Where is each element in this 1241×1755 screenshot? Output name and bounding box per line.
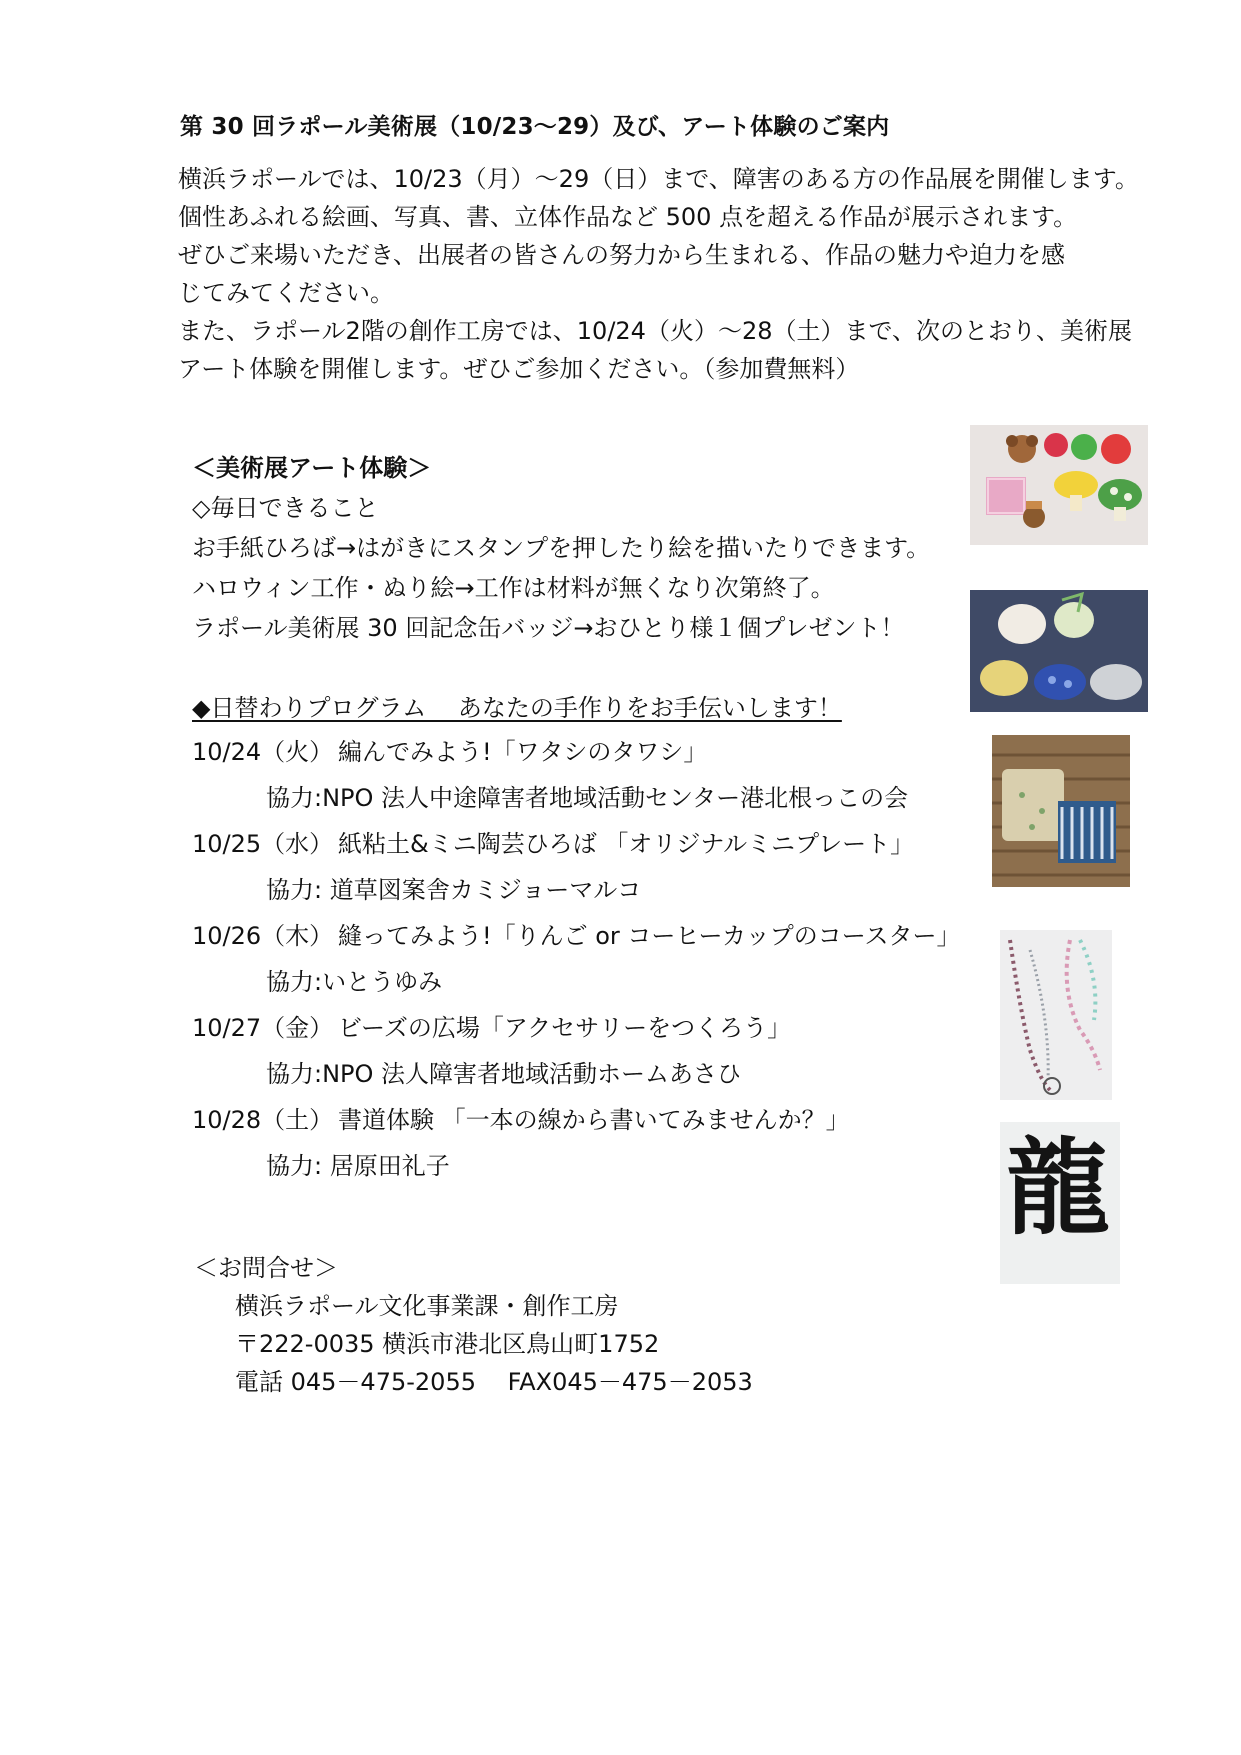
calligraphy-character: 龍 [1006,1126,1111,1249]
intro-line: また、ラポール2階の創作工房では、10/24（火）～28（土）まで、次のとおり、美術展 [178,317,1133,345]
art-section-heading: ＜美術展アート体験＞ [192,454,432,482]
program-date: 10/25（水） [192,830,334,858]
coaster-photo [992,735,1130,887]
program-partner: 協力:NPO 法人中途障害者地域活動センター港北根っこの会 [266,784,909,812]
program-title: 縫ってみよう!「りんご or コーヒーカップのコースター」 [338,922,961,950]
program-heading: ◆日替わりプログラム あなたの手作りをお手伝いします！ [192,694,842,722]
contact-address: 〒222-0035 横浜市港北区鳥山町1752 [235,1330,660,1358]
intro-line: ぜひご来場いただき、出展者の皆さんの努力から生まれる、作品の魅力や迫力を感 [178,241,1066,269]
contact-phone: 電話 045－475-2055 FAX045－475－2053 [235,1368,753,1396]
program-date: 10/28（土） [192,1106,334,1134]
program-date: 10/26（木） [192,922,334,950]
program-title: 編んでみよう!「ワタシのタワシ」 [338,738,708,766]
program-partner: 協力:NPO 法人障害者地域活動ホームあさひ [266,1060,742,1088]
program-title: 書道体験 「一本の線から書いてみませんか？」 [338,1106,850,1134]
program-title: 紙粘土&ミニ陶芸ひろば 「オリジナルミニプレート」 [338,830,915,858]
daily-item: お手紙ひろば→はがきにスタンプを押したり絵を描いたりできます。 [192,534,931,562]
program-date: 10/27（金） [192,1014,334,1042]
daily-item: ハロウィン工作・ぬり絵→工作は材料が無くなり次第終了。 [192,574,835,602]
daily-heading: ◇毎日できること [192,494,379,522]
page-title: 第 30 回ラポール美術展（10/23～29）及び、アート体験のご案内 [180,114,890,140]
program-partner: 協力:いとうゆみ [266,968,443,996]
crochet-photo [970,425,1148,545]
intro-line: 横浜ラポールでは、10/23（月）～29（日）まで、障害のある方の作品展を開催します。 [178,165,1139,193]
daily-item: ラポール美術展 30 回記念缶バッジ→おひとり様１個プレゼント！ [192,614,905,642]
contact-org: 横浜ラポール文化事業課・創作工房 [235,1292,619,1320]
program-date: 10/24（火） [192,738,334,766]
program-partner: 協力: 居原田礼子 [266,1152,450,1180]
calligraphy-photo [1000,1122,1120,1284]
intro-line: アート体験を開催します。ぜひご参加ください。（参加費無料） [178,355,860,383]
intro-line: じてみてください。 [178,279,394,307]
intro-line: 個性あふれる絵画、写真、書、立体作品など 500 点を超える作品が展示されます。 [178,203,1078,231]
program-title: ビーズの広場「アクセサリーをつくろう」 [338,1014,792,1042]
clay-plates-photo [970,590,1148,712]
beads-photo [1000,930,1112,1100]
program-partner: 協力: 道草図案舎カミジョーマルコ [266,876,642,904]
contact-heading: ＜お問合せ＞ [194,1254,338,1282]
